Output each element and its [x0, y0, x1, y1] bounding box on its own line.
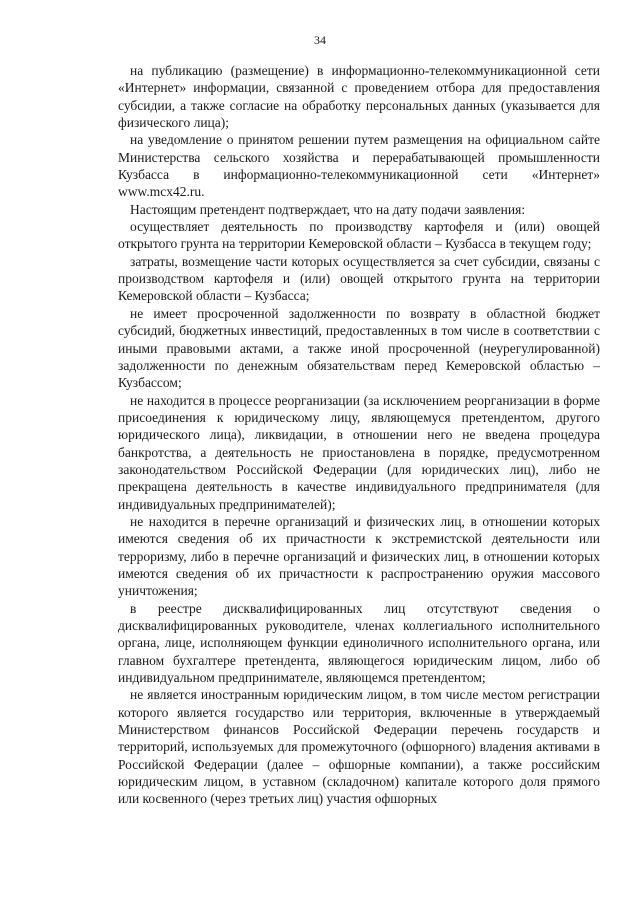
paragraph-not-foreign-entity: не является иностранным юридическим лицом, в том числе местом регистрации которого является государство или территория, включенные в утверждаемый Министерством финансов Российской Федерации перечень государств и территорий, используемых для промежуточного (офшорного) владения активами в Российской Федерации (далее – офшорные компании), а также российским юридическим лицом, в уставном (складочном) капитале которого доля прямого или косвенного (через третьих лиц) участия офшорных [118, 687, 600, 807]
paragraph-activity: осуществляет деятельность по производству картофеля и (или) овощей открытого грунта на территории Кемеровской области – Кузбасса в текущем году; [118, 219, 600, 252]
paragraph-decision-notice: на уведомление о принятом решении путем размещения на официальном сайте Министерства сельского хозяйства и перерабатывающей промышленности Кузбасса в информационно-телекоммуникационной сети «Интернет» www.mcx42.ru. [118, 132, 600, 200]
page-number: 34 [314, 33, 326, 47]
paragraph-costs: затраты, возмещение части которых осуществляется за счет субсидии, связаны с производством картофеля и (или) овощей открытого грунта на территории Кемеровской области – Кузбасса; [118, 253, 600, 304]
paragraph-no-debt: не имеет просроченной задолженности по возврату в областной бюджет субсидий, бюджетных инвестиций, предоставленных в том числе в соответствии с иными правовыми актами, а также иной просроченной (неурегулированной) задолженности по денежным обязательствам перед Кемеровской областью – Кузбассом; [118, 305, 600, 391]
paragraph-disqualified-registry: в реестре дисквалифицированных лиц отсутствуют сведения о дисквалифицированных руководителе, членах коллегиального исполнительного органа, лице, исполняющем функции единоличного исполнительного органа, или главном бухгалтере претендента, являющегося юридическим лицом, либо об индивидуальном предпринимателе, являющемся претендентом; [118, 600, 600, 686]
paragraph-applicant-confirms: Настоящим претендент подтверждает, что на дату подачи заявления: [130, 201, 526, 217]
paragraph-not-in-extremist-list: не находится в перечне организаций и физических лиц, в отношении которых имеются сведения об их причастности к экстремистской деятельности или терроризму, либо в перечне организаций и физических лиц, в отношении которых имеются сведения об их причастности к распространению оружия массового уничтожения; [118, 513, 600, 599]
paragraph-no-reorganization: не находится в процессе реорганизации (за исключением реорганизации в форме присоединения к юридическому лицу, являющемуся претендентом, другого юридического лица), ликвидации, в отношении него не введена процедура банкротства, а деятельность не приостановлена в порядке, предусмотренном законодательством Российской Федерации (для юридических лиц), либо не прекращена деятельность в качестве индивидуального предпринимателя (для индивидуальных предпринимателей); [118, 392, 600, 512]
body-text [118, 62, 600, 808]
paragraph-publication-consent: на публикацию (размещение) в информационно-телекоммуникационной сети «Интернет» информации, связанной с проведением отбора для предоставления субсидии, а также согласие на обработку персональных данных (указывается для физического лица); [118, 63, 600, 131]
